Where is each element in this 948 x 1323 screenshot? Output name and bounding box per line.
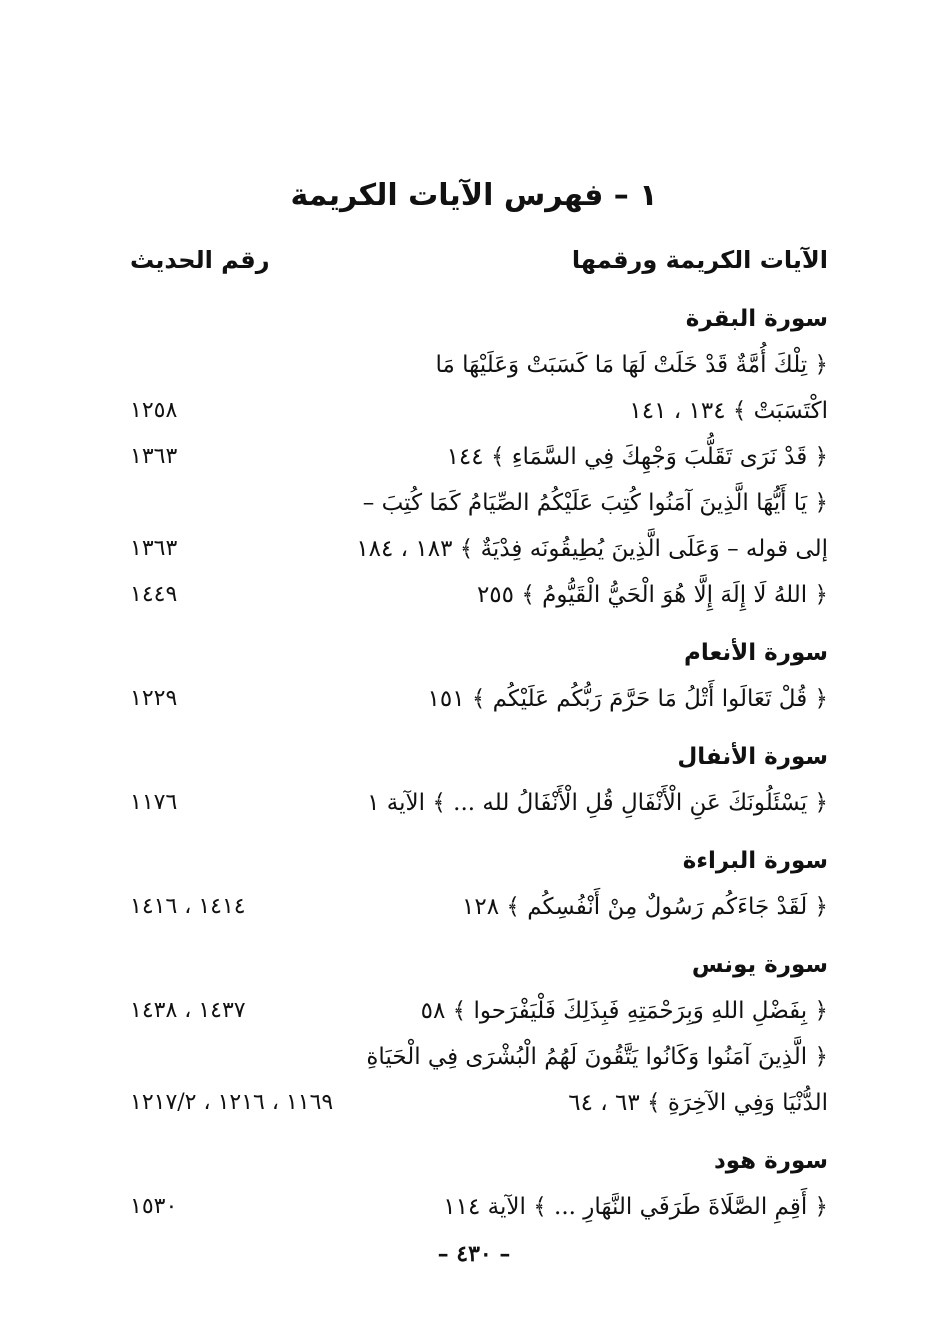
- surah-heading-row: [120, 838, 828, 884]
- hadith-number: ١١٧٦: [130, 790, 178, 815]
- surah-heading: سورة الأنعام: [684, 640, 828, 666]
- index-entry-row: [120, 526, 828, 572]
- hadith-number: ١١٦٩ ، ١٢١٦ ، ١٢١٧/٢: [130, 1090, 334, 1115]
- hadith-number: ١٤٣٧ ، ١٤٣٨: [130, 998, 246, 1023]
- index-entry-row: [120, 388, 828, 434]
- verse-text: ﴿ يَسْئَلُونَكَ عَنِ الْأَنْفَالِ قُلِ الْأَنْفَالُ لله ... ﴾ الآية ١: [367, 790, 828, 816]
- hadith-column-header: رقم الحديث: [130, 246, 270, 274]
- index-entry-row: [120, 780, 828, 826]
- verse-text: ﴿ لَقَدْ جَاءَكُم رَسُولٌ مِنْ أَنْفُسِكُم ﴾ ١٢٨: [462, 894, 828, 920]
- hadith-number: ١٣٦٣: [130, 444, 178, 469]
- index-list: [120, 296, 828, 1230]
- index-entry-row: [120, 1184, 828, 1230]
- hadith-number: ١٥٣٠: [130, 1194, 178, 1219]
- surah-heading-row: [120, 942, 828, 988]
- surah-heading: سورة البقرة: [685, 306, 828, 332]
- page-title: ١ – فهرس الآيات الكريمة: [290, 178, 658, 213]
- index-entry-row: [120, 434, 828, 480]
- index-entry-row: [120, 342, 828, 388]
- verse-text: ﴿ أَقِمِ الصَّلَاةَ طَرَفَي النَّهَارِ ... ﴾ الآية ١١٤: [443, 1194, 828, 1220]
- verse-text: ﴿ اللهُ لَا إِلَهَ إِلَّا هُوَ الْحَيُّ الْقَيُّومُ ﴾ ٢٥٥: [476, 582, 828, 608]
- index-entry-row: [120, 884, 828, 930]
- verse-text: ﴿ يَا أَيُّهَا الَّذِينَ آمَنُوا كُتِبَ عَلَيْكُمُ الصِّيَامُ كَمَا كُتِبَ –: [362, 490, 828, 516]
- verse-text: ﴿ قُلْ تَعَالَوا أَتْلُ مَا حَرَّمَ رَبُّكُم عَلَيْكُم ﴾ ١٥١: [427, 686, 828, 712]
- surah-heading: سورة يونس: [691, 952, 828, 978]
- hadith-number: ١٤١٤ ، ١٤١٦: [130, 894, 246, 919]
- verse-text: ﴿ الَّذِينَ آمَنُوا وَكَانُوا يَتَّقُونَ لَهُمُ الْبُشْرَى فِي الْحَيَاةِ: [366, 1044, 828, 1070]
- index-entry-row: [120, 572, 828, 618]
- hadith-number: ١٢٥٨: [130, 398, 178, 423]
- surah-heading: سورة الأنفال: [677, 744, 828, 770]
- index-entry-row: [120, 1080, 828, 1126]
- surah-heading-row: [120, 734, 828, 780]
- hadith-number: ١٤٤٩: [130, 582, 178, 607]
- surah-heading: سورة البراءة: [682, 848, 828, 874]
- index-entry-row: [120, 988, 828, 1034]
- index-entry-row: [120, 676, 828, 722]
- surah-heading-row: [120, 1138, 828, 1184]
- page-number: – ٤٣٠ –: [437, 1241, 511, 1267]
- hadith-number: ١٣٦٣: [130, 536, 178, 561]
- verse-text: ﴿ بِفَضْلِ اللهِ وَبِرَحْمَتِهِ فَبِذَلِكَ فَلْيَفْرَحوا ﴾ ٥٨: [420, 998, 828, 1024]
- index-entry-row: [120, 1034, 828, 1080]
- verse-text: ﴿ قَدْ نَرَى تَقَلُّبَ وَجْهِكَ فِي السَّمَاءِ ﴾ ١٤٤: [446, 444, 828, 470]
- surah-heading-row: [120, 296, 828, 342]
- verse-text: اكْتَسَبَتْ ﴾ ١٣٤ ، ١٤١: [629, 398, 828, 424]
- verse-text: الدُّنْيَا وَفِي الآخِرَةِ ﴾ ٦٣ ، ٦٤: [568, 1090, 828, 1116]
- index-entry-row: [120, 480, 828, 526]
- verse-text: إلى قوله – وَعَلَى الَّذِينَ يُطِيقُونَه فِدْيَةٌ ﴾ ١٨٣ ، ١٨٤: [356, 536, 828, 562]
- surah-heading: سورة هود: [713, 1148, 828, 1174]
- surah-heading-row: [120, 630, 828, 676]
- verse-text: ﴿ تِلْكَ أُمَّةٌ قَدْ خَلَتْ لَهَا مَا كَسَبَتْ وَعَلَيْهَا مَا: [435, 352, 828, 378]
- verses-column-header: الآيات الكريمة ورقمها: [571, 246, 828, 274]
- hadith-number: ١٢٢٩: [130, 686, 178, 711]
